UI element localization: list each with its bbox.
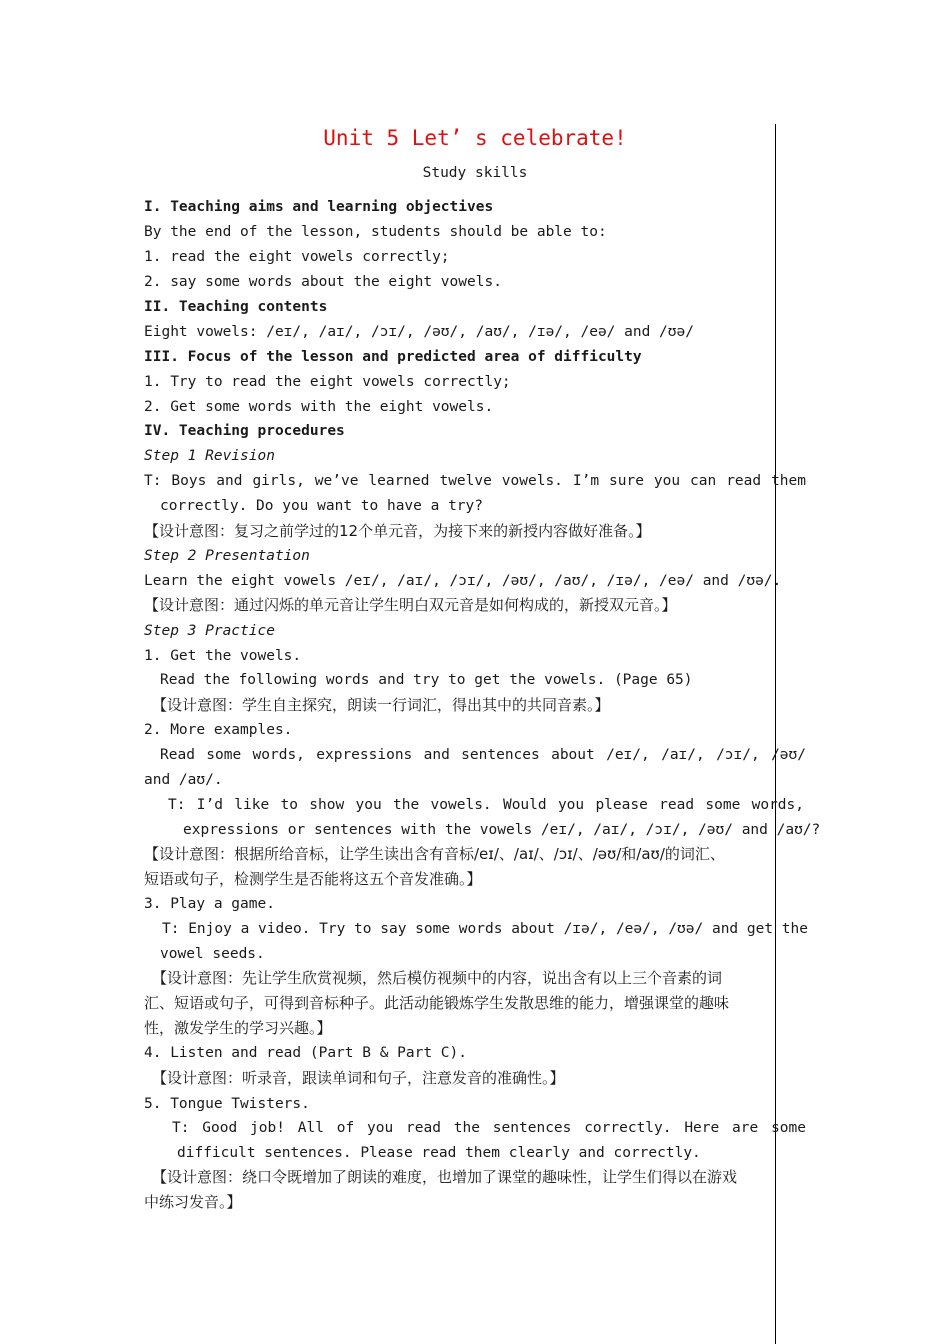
- text-line: vowel seeds.: [160, 946, 265, 962]
- section-heading: III. Focus of the lesson and predicted area of difficulty: [144, 349, 642, 365]
- design-note: 【设计意图：复习之前学过的12个单元音，为接下来的新授内容做好准备。】: [144, 522, 651, 540]
- design-note: 【设计意图：先让学生欣赏视频，然后模仿视频中的内容，说出含有以上三个音素的词: [152, 969, 723, 987]
- design-note: 【设计意图：学生自主探究，朗读一行词汇，得出其中的共同音素。】: [152, 696, 610, 714]
- text-line: 1. read the eight vowels correctly;: [144, 249, 450, 265]
- text-line: 1. Try to read the eight vowels correctly;: [144, 374, 511, 390]
- text-line: 3. Play a game.: [144, 896, 275, 912]
- step-heading: Step 2 Presentation: [144, 548, 310, 564]
- design-note: 短语或句子，检测学生是否能将这五个音发准确。】: [144, 870, 482, 888]
- design-note: 性，激发学生的学习兴趣。】: [144, 1019, 332, 1037]
- design-note: 汇、短语或句子，可得到音标种子。此活动能锻炼学生发散思维的能力，增强课堂的趣味: [144, 994, 730, 1012]
- margin-rule: [775, 124, 776, 1344]
- text-line: Read some words, expressions and sentences about /eɪ/, /aɪ/, /ɔɪ/, /əʊ/: [160, 747, 806, 763]
- text-line: Read the following words and try to get the vowels. (Page 65): [160, 672, 693, 688]
- design-note: 【设计意图：听录音，跟读单词和句子，注意发音的准确性。】: [152, 1069, 565, 1087]
- text-line: T: Good job! All of you read the sentences correctly. Here are some: [172, 1120, 806, 1136]
- step-heading: Step 3 Practice: [144, 623, 275, 639]
- text-line: and /aʊ/.: [144, 772, 223, 788]
- text-line: By the end of the lesson, students should be able to:: [144, 224, 607, 240]
- text-line: expressions or sentences with the vowels /eɪ/, /aɪ/, /ɔɪ/, /əʊ/ and /aʊ/?: [183, 822, 821, 838]
- text-line: T: Boys and girls, we’ve learned twelve vowels. I’m sure you can read them: [144, 473, 806, 489]
- section-heading: II. Teaching contents: [144, 299, 328, 315]
- text-line: 1. Get the vowels.: [144, 648, 302, 664]
- design-note: 【设计意图：绕口令既增加了朗读的难度，也增加了课堂的趣味性，让学生们得以在游戏: [152, 1168, 738, 1186]
- page-title: Unit 5 Let’ s celebrate!: [323, 126, 627, 150]
- section-heading: I. Teaching aims and learning objectives: [144, 199, 494, 215]
- text-line: Eight vowels: /eɪ/, /aɪ/, /ɔɪ/, /əʊ/, /aʊ/, /ɪə/, /eə/ and /ʊə/: [144, 324, 694, 340]
- page-subtitle: Study skills: [422, 165, 528, 181]
- design-note: 【设计意图：根据所给音标，让学生读出含有音标/eɪ/、/aɪ/、/ɔɪ/、/əʊ/和/aʊ/的词汇、: [144, 845, 725, 863]
- design-note: 中练习发音。】: [144, 1193, 242, 1211]
- step-heading: Step 1 Revision: [144, 448, 275, 464]
- text-line: 5. Tongue Twisters.: [144, 1096, 310, 1112]
- text-line: 2. Get some words with the eight vowels.: [144, 399, 494, 415]
- text-line: 2. say some words about the eight vowels.: [144, 274, 502, 290]
- text-line: T: Enjoy a video. Try to say some words about /ɪə/, /eə/, /ʊə/ and get the: [162, 921, 809, 937]
- section-heading: IV. Teaching procedures: [144, 423, 345, 439]
- text-line: 4. Listen and read (Part B & Part C).: [144, 1045, 468, 1061]
- text-line: difficult sentences. Please read them clearly and correctly.: [177, 1145, 701, 1161]
- text-line: correctly. Do you want to have a try?: [160, 498, 484, 514]
- text-line: Learn the eight vowels /eɪ/, /aɪ/, /ɔɪ/, /əʊ/, /aʊ/, /ɪə/, /eə/ and /ʊə/.: [144, 573, 782, 589]
- design-note: 【设计意图：通过闪烁的单元音让学生明白双元音是如何构成的，新授双元音。】: [144, 596, 677, 614]
- text-line: 2. More examples.: [144, 722, 293, 738]
- text-line: T: I’d like to show you the vowels. Would you please read some words,: [168, 797, 804, 813]
